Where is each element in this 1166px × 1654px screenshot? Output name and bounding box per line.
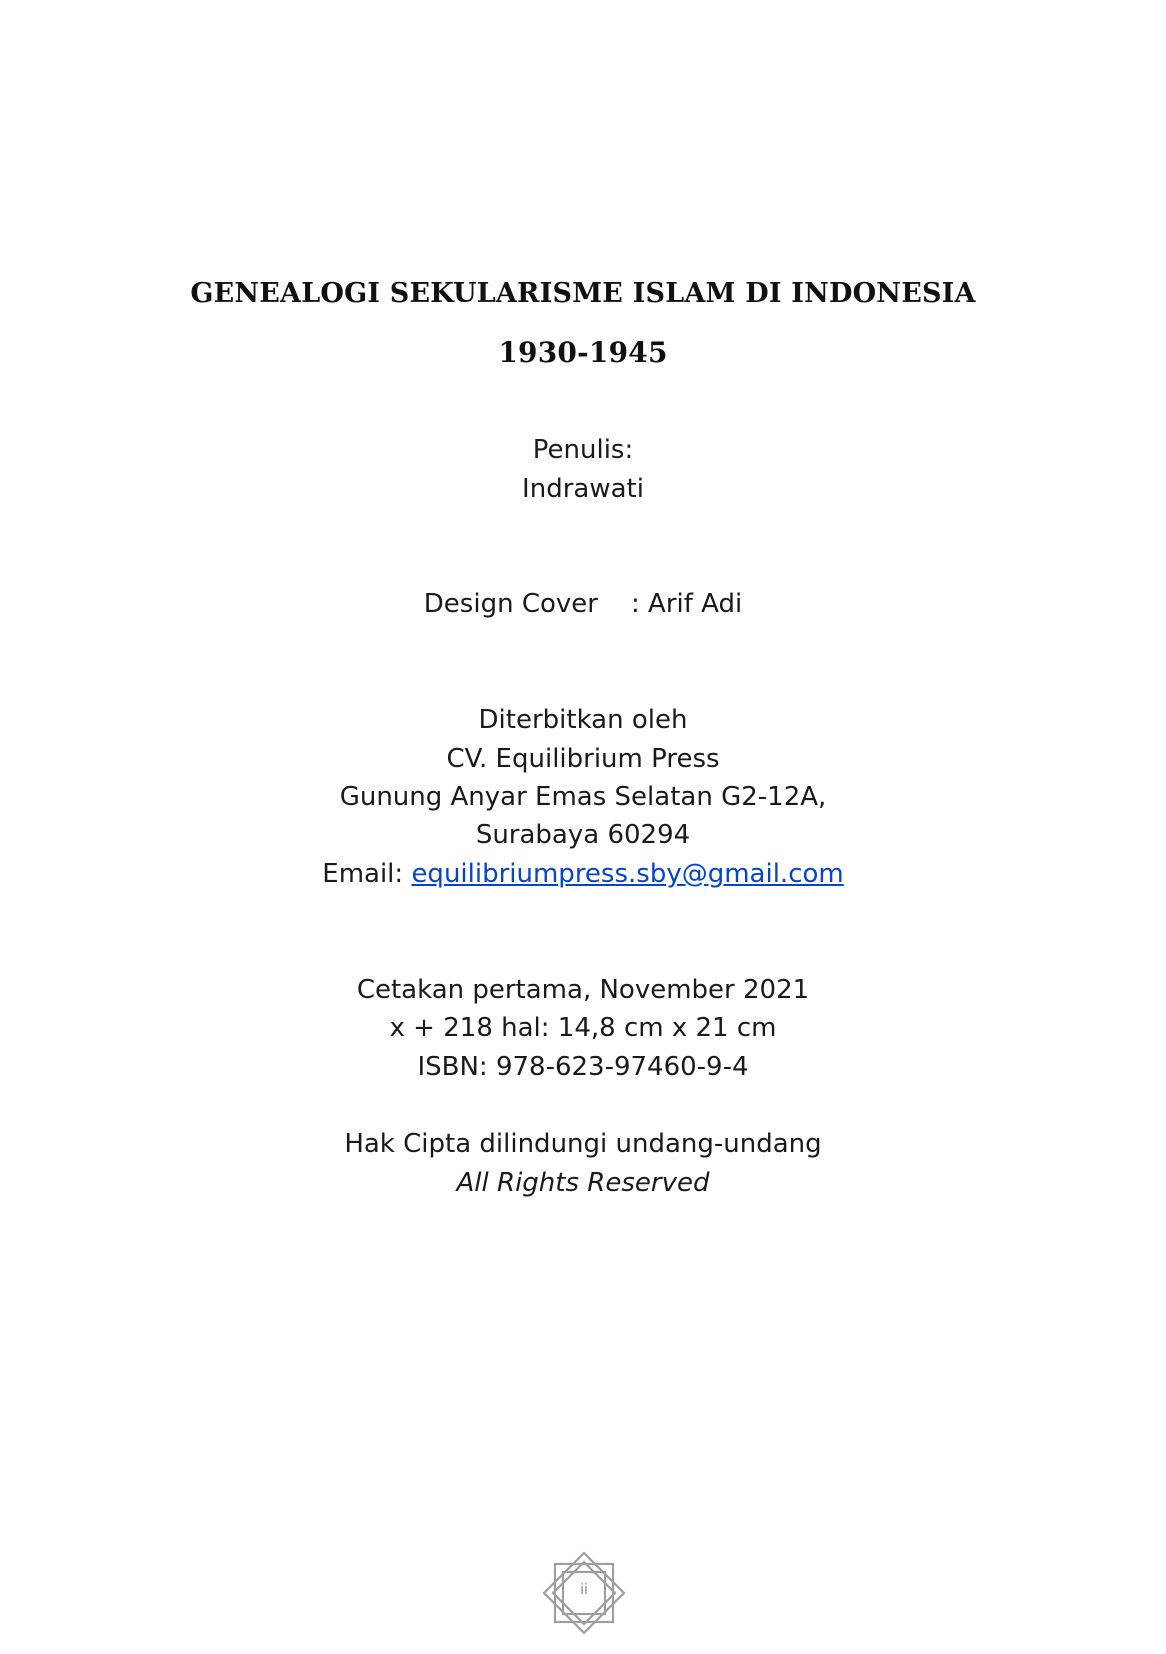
isbn: ISBN: 978-623-97460-9-4 — [417, 1052, 749, 1082]
publisher-name: CV. Equilibrium Press — [446, 744, 720, 774]
email-label: Email: — [322, 859, 412, 889]
author-label: Penulis: — [532, 435, 634, 465]
publisher-email-line — [0, 861, 1166, 887]
cover-design-name: : Arif Adi — [631, 589, 743, 619]
printing-info: Cetakan pertama, November 2021 — [356, 975, 810, 1005]
cover-design-credit — [0, 591, 1166, 617]
publisher-address-line2: Surabaya 60294 — [475, 820, 691, 850]
publisher-intro: Diterbitkan oleh — [478, 705, 688, 735]
copyright-notice: Hak Cipta dilindungi undang-undang — [344, 1129, 822, 1159]
email-link[interactable]: equilibriumpress.sby@gmail.com — [411, 859, 844, 889]
book-title-years: 1930-1945 — [498, 336, 668, 369]
page-count-size: x + 218 hal: 14,8 cm x 21 cm — [389, 1013, 777, 1043]
cover-design-label: Design Cover — [423, 589, 632, 619]
all-rights-reserved: All Rights Reserved — [456, 1168, 710, 1198]
page-number: ii — [580, 1582, 588, 1598]
book-title: GENEALOGI SEKULARISME ISLAM DI INDONESIA — [190, 278, 976, 309]
author-name: Indrawati — [522, 474, 644, 504]
publisher-address-line1: Gunung Anyar Emas Selatan G2-12A, — [339, 782, 827, 812]
